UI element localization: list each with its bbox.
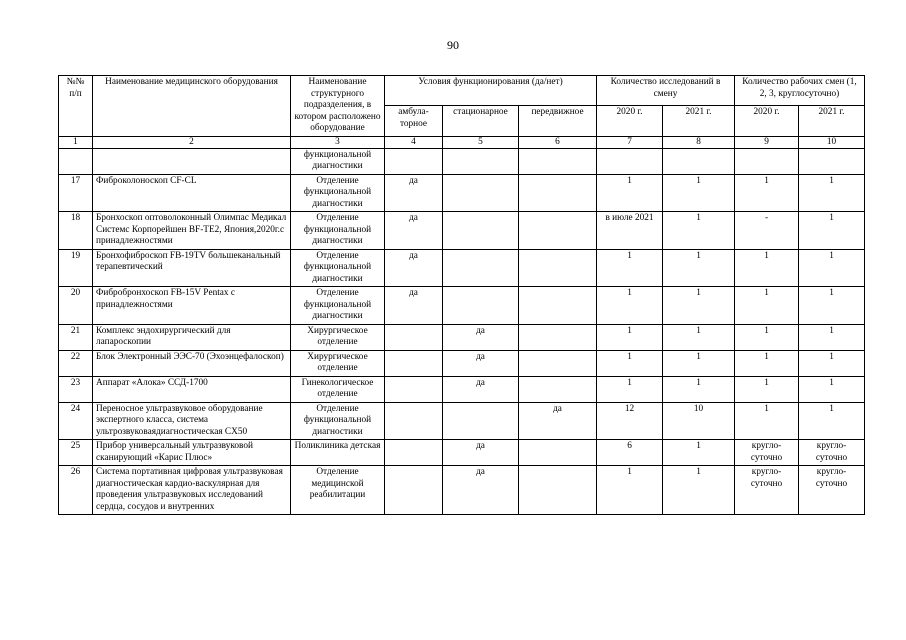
studies-2020: 1 — [597, 249, 663, 287]
table-row — [59, 376, 865, 402]
col-number: 7 — [597, 136, 663, 148]
cond-ambulatory — [385, 148, 443, 174]
row-num: 17 — [59, 174, 93, 212]
header-num: №№ п/п — [59, 76, 93, 137]
header-studies: Количество исследований в смену — [597, 76, 735, 106]
department: Гинекологическое отделение — [291, 376, 385, 402]
cond-mobile — [519, 376, 597, 402]
shifts-2020: 1 — [735, 402, 799, 440]
studies-2020: 6 — [597, 440, 663, 466]
table-body — [59, 148, 865, 515]
table-row — [59, 466, 865, 515]
table-row — [59, 324, 865, 350]
shifts-2021: кругло-суточно — [799, 440, 865, 466]
cond-mobile — [519, 249, 597, 287]
header-studies-2021: 2021 г. — [663, 106, 735, 136]
cond-ambulatory — [385, 350, 443, 376]
studies-2020: 1 — [597, 174, 663, 212]
equipment-name: Бронхофиброскоп FB-19TV большеканальный терапевтический — [93, 249, 291, 287]
cond-mobile — [519, 174, 597, 212]
cond-ambulatory: да — [385, 212, 443, 250]
cond-mobile — [519, 212, 597, 250]
header-studies-2020: 2020 г. — [597, 106, 663, 136]
col-number: 5 — [443, 136, 519, 148]
department: Отделение функциональной диагностики — [291, 249, 385, 287]
studies-2021: 1 — [663, 212, 735, 250]
department: Отделение функциональной диагностики — [291, 287, 385, 325]
cond-stationary — [443, 402, 519, 440]
row-num: 24 — [59, 402, 93, 440]
header-cond-mob: передвижное — [519, 106, 597, 136]
col-number: 1 — [59, 136, 93, 148]
row-num: 25 — [59, 440, 93, 466]
equipment-name: Фиброколоноскоп CF-CL — [93, 174, 291, 212]
shifts-2021: 1 — [799, 324, 865, 350]
header-shifts: Количество рабочих смен (1, 2, 3, круглосуточно) — [735, 76, 865, 106]
department: функциональной диагностики — [291, 148, 385, 174]
col-number: 8 — [663, 136, 735, 148]
cond-stationary: да — [443, 376, 519, 402]
equipment-name — [93, 148, 291, 174]
col-number: 4 — [385, 136, 443, 148]
equipment-name: Аппарат «Алока» ССД-1700 — [93, 376, 291, 402]
row-num — [59, 148, 93, 174]
row-num: 20 — [59, 287, 93, 325]
studies-2020: в июле 2021 — [597, 212, 663, 250]
cond-stationary: да — [443, 350, 519, 376]
shifts-2020: 1 — [735, 174, 799, 212]
header-shifts-2021: 2021 г. — [799, 106, 865, 136]
header-name: Наименование медицинского оборудования — [93, 76, 291, 137]
row-num: 21 — [59, 324, 93, 350]
cond-ambulatory — [385, 324, 443, 350]
cond-stationary — [443, 249, 519, 287]
shifts-2020: 1 — [735, 350, 799, 376]
shifts-2021 — [799, 148, 865, 174]
studies-2020 — [597, 148, 663, 174]
header-cond-amb: амбула-торное — [385, 106, 443, 136]
table-row — [59, 287, 865, 325]
cond-mobile — [519, 350, 597, 376]
shifts-2021: кругло-суточно — [799, 466, 865, 515]
row-num: 19 — [59, 249, 93, 287]
studies-2021: 1 — [663, 376, 735, 402]
shifts-2021: 1 — [799, 174, 865, 212]
col-number: 3 — [291, 136, 385, 148]
table-row — [59, 148, 865, 174]
shifts-2020: кругло-суточно — [735, 440, 799, 466]
row-num: 23 — [59, 376, 93, 402]
cond-ambulatory — [385, 402, 443, 440]
equipment-name: Комплекс эндохирургический для лапароскопии — [93, 324, 291, 350]
header-unit: Наименование структурного подразделения, в котором расположено оборудование — [291, 76, 385, 137]
equipment-name: Бронхоскоп оптоволоконный Олимпас Медикал Системс Корпорейшен BF-TE2, Япония,2020г.с принадлежностями — [93, 212, 291, 250]
studies-2021: 1 — [663, 249, 735, 287]
table-row — [59, 212, 865, 250]
department: Отделение медицинской реабилитации — [291, 466, 385, 515]
shifts-2021: 1 — [799, 402, 865, 440]
cond-mobile — [519, 324, 597, 350]
studies-2020: 1 — [597, 466, 663, 515]
cond-mobile — [519, 148, 597, 174]
col-number: 6 — [519, 136, 597, 148]
shifts-2020: 1 — [735, 287, 799, 325]
department: Отделение функциональной диагностики — [291, 402, 385, 440]
cond-mobile: да — [519, 402, 597, 440]
cond-ambulatory: да — [385, 287, 443, 325]
cond-ambulatory: да — [385, 249, 443, 287]
studies-2020: 1 — [597, 376, 663, 402]
cond-mobile — [519, 287, 597, 325]
studies-2021: 1 — [663, 324, 735, 350]
cond-stationary — [443, 174, 519, 212]
shifts-2021: 1 — [799, 212, 865, 250]
row-num: 18 — [59, 212, 93, 250]
header-conditions: Условия функционирования (да/нет) — [385, 76, 597, 106]
shifts-2020: кругло-суточно — [735, 466, 799, 515]
cond-ambulatory: да — [385, 174, 443, 212]
table-row — [59, 402, 865, 440]
table-row — [59, 249, 865, 287]
cond-mobile — [519, 440, 597, 466]
studies-2020: 12 — [597, 402, 663, 440]
equipment-table — [58, 75, 865, 515]
table-header — [59, 76, 865, 149]
equipment-name: Система портативная цифровая ультразвуковая диагностическая кардио-васкулярная для проведения ультразвуковых исследований сердца, сосудов и внутренних — [93, 466, 291, 515]
studies-2021 — [663, 148, 735, 174]
studies-2020: 1 — [597, 324, 663, 350]
shifts-2020: - — [735, 212, 799, 250]
equipment-name: Блок Электронный ЭЭС-70 (Эхоэнцефалоскоп) — [93, 350, 291, 376]
studies-2021: 10 — [663, 402, 735, 440]
row-num: 22 — [59, 350, 93, 376]
department: Хирургическое отделение — [291, 324, 385, 350]
cond-ambulatory — [385, 440, 443, 466]
row-num: 26 — [59, 466, 93, 515]
table-row — [59, 174, 865, 212]
page-number: 90 — [447, 38, 459, 52]
cond-stationary — [443, 148, 519, 174]
shifts-2021: 1 — [799, 350, 865, 376]
studies-2021: 1 — [663, 350, 735, 376]
shifts-2021: 1 — [799, 249, 865, 287]
shifts-2020: 1 — [735, 249, 799, 287]
cond-stationary: да — [443, 466, 519, 515]
table-row — [59, 350, 865, 376]
shifts-2020 — [735, 148, 799, 174]
studies-2020: 1 — [597, 350, 663, 376]
cond-stationary — [443, 212, 519, 250]
col-number: 9 — [735, 136, 799, 148]
equipment-name: Переносное ультразвуковое оборудование экспертного класса, система ультрозвуковаядиагностическая CX50 — [93, 402, 291, 440]
cond-stationary: да — [443, 440, 519, 466]
equipment-name: Прибор универсальный ультразвуковой сканирующий «Карис Плюс» — [93, 440, 291, 466]
shifts-2020: 1 — [735, 324, 799, 350]
studies-2021: 1 — [663, 440, 735, 466]
col-number: 2 — [93, 136, 291, 148]
department: Хирургическое отделение — [291, 350, 385, 376]
col-number: 10 — [799, 136, 865, 148]
studies-2021: 1 — [663, 287, 735, 325]
shifts-2021: 1 — [799, 376, 865, 402]
table-row — [59, 440, 865, 466]
studies-2021: 1 — [663, 466, 735, 515]
column-number-row — [59, 136, 865, 148]
shifts-2021: 1 — [799, 287, 865, 325]
shifts-2020: 1 — [735, 376, 799, 402]
header-shifts-2020: 2020 г. — [735, 106, 799, 136]
cond-ambulatory — [385, 466, 443, 515]
cond-stationary — [443, 287, 519, 325]
cond-ambulatory — [385, 376, 443, 402]
equipment-name: Фибробронхоскоп FB-15V Pentax с принадлежностями — [93, 287, 291, 325]
studies-2021: 1 — [663, 174, 735, 212]
studies-2020: 1 — [597, 287, 663, 325]
department: Поликлиника детская — [291, 440, 385, 466]
cond-mobile — [519, 466, 597, 515]
header-cond-stat: стационарное — [443, 106, 519, 136]
department: Отделение функциональной диагностики — [291, 174, 385, 212]
department: Отделение функциональной диагностики — [291, 212, 385, 250]
cond-stationary: да — [443, 324, 519, 350]
